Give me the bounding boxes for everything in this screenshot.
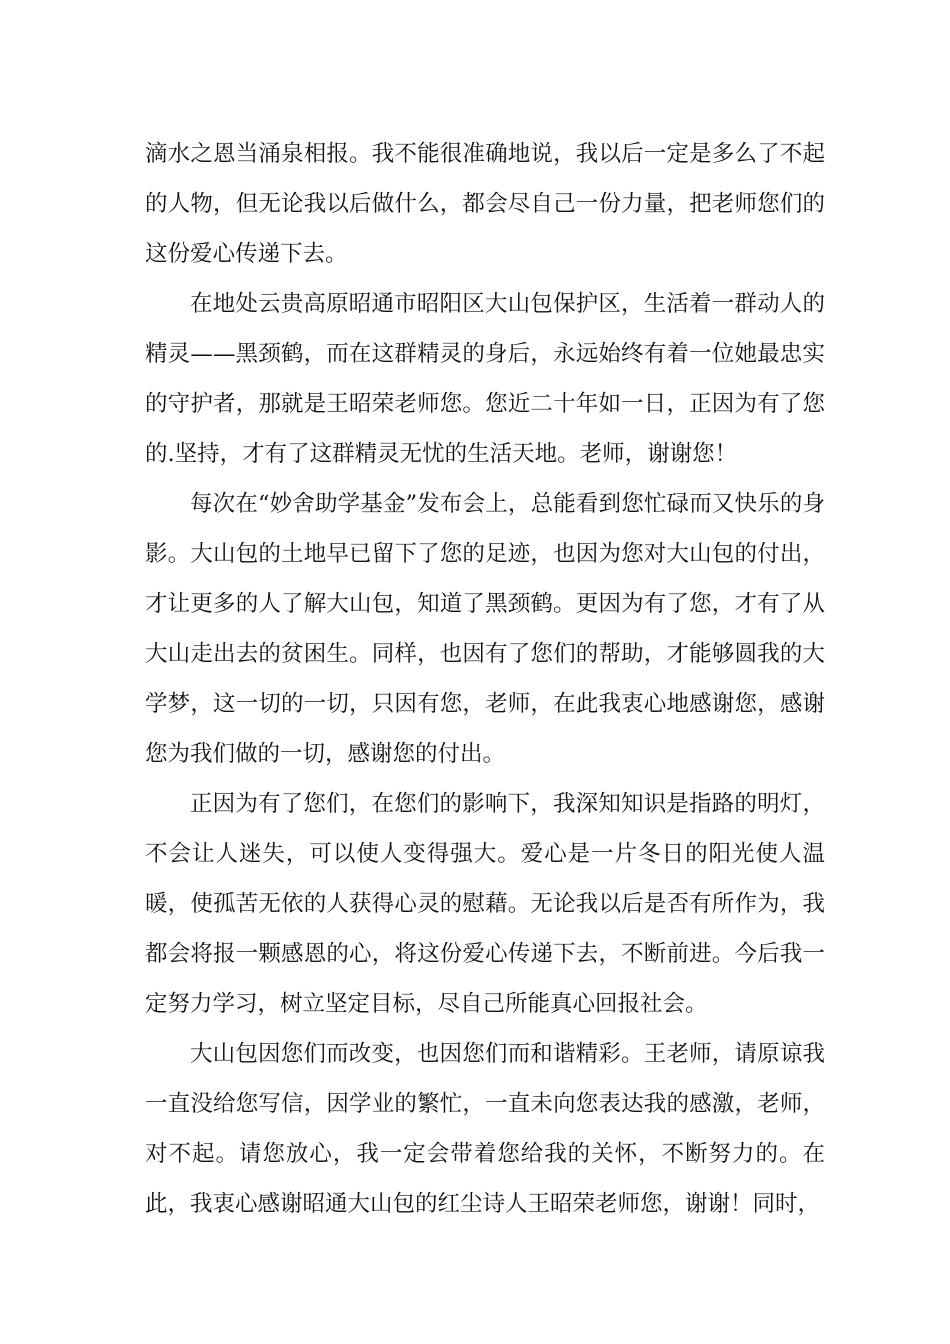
- paragraph-5: 大山包因您们而改变，也因您们而和谐精彩。王老师，请原谅我一直没给您写信，因学业的繁忙，一直未向您表达我的感激，老师，对不起。请您放心，我一定会带着您给我的关怀，不断努力的。在此，我衷心感谢昭通大山包的红尘诗人王昭荣老师您，谢谢！同时，: [145, 1041, 825, 1217]
- paragraph-4: 正因为有了您们，在您们的影响下，我深知知识是指路的明灯，不会让人迷失，可以使人变得强大。爱心是一片冬日的阳光使人温暖，使孤苦无依的人获得心灵的慰藉。无论我以后是否有所作为，我都会将报一颗感恩的心，将这份爱心传递下去，不断前进。今后我一定努力学习，树立坚定目标，尽自己所能真心回报社会。: [145, 791, 825, 1017]
- paragraph-1: 滴水之恩当涌泉相报。我不能很准确地说，我以后一定是多么了不起的人物，但无论我以后做什么，都会尽自己一份力量，把老师您们的这份爱心传递下去。: [145, 141, 825, 267]
- paragraph-2: 在地处云贵高原昭通市昭阳区大山包保护区，生活着一群动人的精灵——黑颈鹤，而在这群精灵的身后，永远始终有着一位她最忠实的守护者，那就是王昭荣老师您。您近二十年如一日，正因为有了您的.坚持，才有了这群精灵无忧的生活天地。老师，谢谢您！: [145, 291, 825, 467]
- document-body: [145, 129, 825, 1229]
- paragraph-3: 每次在“妙舍助学基金”发布会上，总能看到您忙碌而又快乐的身影。大山包的土地早已留下了您的足迹，也因为您对大山包的付出，才让更多的人了解大山包，知道了黑颈鹤。更因为有了您，才有了从大山走出去的贫困生。同样，也因有了您们的帮助，才能够圆我的大学梦，这一切的一切，只因有您，老师，在此我衷心地感谢您，感谢您为我们做的一切，感谢您的付出。: [145, 491, 825, 767]
